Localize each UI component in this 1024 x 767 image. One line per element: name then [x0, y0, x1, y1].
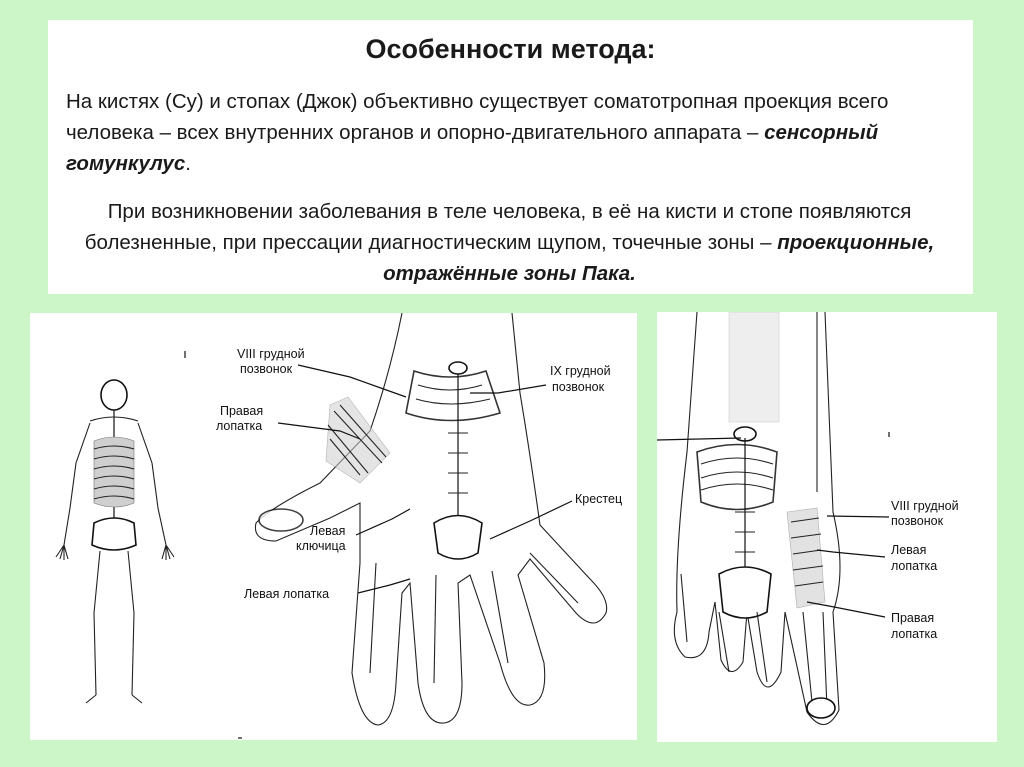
paragraph-1-end: . [185, 152, 191, 175]
paragraph-2-text: При возникновении заболевания в теле человека, в её на кисти и стопе появляются болезненные, при прессации диагностическим щупом, точечные зоны – [84, 200, 912, 254]
label-ix-thoracic-line1: IX грудной [550, 364, 611, 378]
paragraph-1 [66, 86, 953, 179]
label-left-clavicle-line2: ключица [296, 539, 346, 553]
full-skeleton-figure [56, 380, 174, 703]
foot-label-right-scapula-line2: лопатка [891, 627, 938, 641]
label-left-scapula: Левая лопатка [244, 587, 330, 601]
slide-title: Особенности метода: [365, 34, 656, 64]
label-right-scapula-line2: лопатка [216, 419, 263, 433]
label-right-scapula-line1: Правая [220, 404, 264, 418]
foot-outline [657, 312, 889, 725]
skeleton-hand-drawing [30, 313, 637, 740]
skeleton-hand-illustration [30, 313, 637, 740]
paragraph-1-emphasis: сенсорный гомункулус [66, 121, 879, 175]
foot-label-viii-thoracic-line2: позвонок [891, 514, 944, 528]
label-sacrum: Крестец [575, 492, 623, 506]
foot-label-left-scapula-line1: Левая [891, 543, 927, 557]
paragraph-2 [66, 196, 953, 289]
text-box [48, 20, 973, 294]
foot-illustration [657, 312, 997, 742]
label-left-clavicle-line1: Левая [310, 524, 346, 538]
label-ix-thoracic-line2: позвонок [552, 380, 605, 394]
paragraph-2-emphasis: проекционные, отражённые зоны Пака. [383, 231, 935, 285]
label-viii-thoracic-line2: позвонок [240, 362, 293, 376]
foot-label-left-scapula-line2: лопатка [891, 559, 938, 573]
foot-label-viii-thoracic-line1: VIII грудной [891, 499, 959, 513]
foot-drawing [657, 312, 997, 742]
foot-label-right-scapula-line1: Правая [891, 611, 935, 625]
paragraph-1-text: На кистях (Су) и стопах (Джок) объективно существует соматотропная проекция всего человека – всех внутренних органов и опорно-двигательного аппарата – [66, 90, 889, 144]
label-viii-thoracic-line1: VIII грудной [237, 347, 305, 361]
